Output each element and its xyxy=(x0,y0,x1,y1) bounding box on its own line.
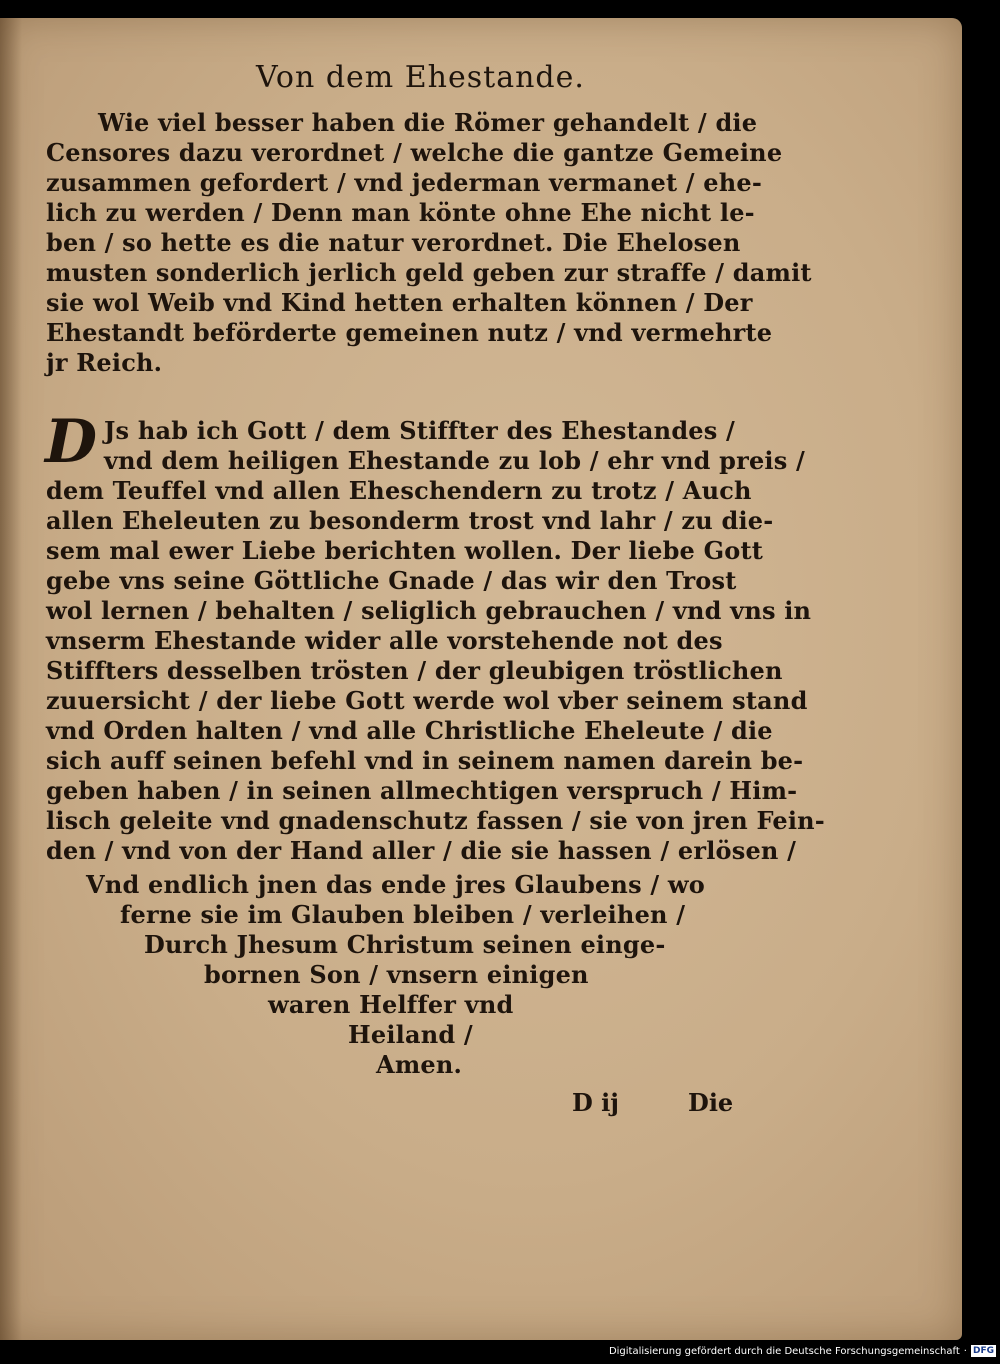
paragraph1-line: Censores dazu verordnet / welche die gantze Gemeine xyxy=(46,138,783,167)
closing-line: ferne sie im Glauben bleiben / verleihen / xyxy=(120,900,686,929)
paragraph1-line: zusammen gefordert / vnd jederman vermanet / ehe- xyxy=(46,168,763,197)
paragraph1-line: lich zu werden / Denn man könte ohne Ehe nicht le- xyxy=(46,198,755,227)
closing-line: waren Helffer vnd xyxy=(268,990,514,1019)
paragraph2-line: geben haben / in seinen allmechtigen verspruch / Him- xyxy=(46,776,798,805)
paragraph2-line: Stiffters desselben trösten / der gleubigen tröstlichen xyxy=(46,656,783,685)
closing-line: Durch Jhesum Christum seinen einge- xyxy=(144,930,666,959)
paragraph2-line: gebe vns seine Göttliche Gnade / das wir den Trost xyxy=(46,566,737,595)
paragraph2-line: sich auff seinen befehl vnd in seinem namen darein be- xyxy=(46,746,804,775)
closing-line: Heiland / xyxy=(348,1020,473,1049)
paragraph2-line: Js hab ich Gott / dem Stiffter des Ehestandes / xyxy=(104,416,735,445)
paragraph2-line: vnserm Ehestande wider alle vorstehende not des xyxy=(46,626,723,655)
paragraph2-line: lisch geleite vnd gnadenschutz fassen / sie von jren Fein- xyxy=(46,806,825,835)
paragraph1-line: Wie viel besser haben die Römer gehandelt / die xyxy=(98,108,758,137)
running-head: Von dem Ehestande. xyxy=(256,60,585,95)
paragraph1-line: musten sonderlich jerlich geld geben zur straffe / damit xyxy=(46,258,812,287)
paragraph1-line: ben / so hette es die natur verordnet. Die Ehelosen xyxy=(46,228,741,257)
paragraph2-line: vnd dem heiligen Ehestande zu lob / ehr vnd preis / xyxy=(104,446,805,475)
closing-line: bornen Son / vnsern einigen xyxy=(204,960,589,989)
page-text xyxy=(0,18,962,1340)
paragraph2-line: sem mal ewer Liebe berichten wollen. Der liebe Gott xyxy=(46,536,764,565)
paragraph1-line: jr Reich. xyxy=(46,348,163,377)
book-page xyxy=(0,18,962,1340)
closing-line: Amen. xyxy=(376,1050,463,1079)
paragraph2-line: dem Teuffel vnd allen Eheschendern zu trotz / Auch xyxy=(46,476,752,505)
signature-mark: D ij xyxy=(572,1088,619,1117)
dfg-logo-icon: DFG xyxy=(972,1346,994,1356)
initial-letter: D xyxy=(44,407,98,477)
catchword: Die xyxy=(688,1088,734,1117)
credit-text: Digitalisierung gefördert durch die Deutsche Forschungsgemeinschaft xyxy=(608,1345,960,1357)
paragraph1-line: Ehestandt beförderte gemeinen nutz / vnd vermehrte xyxy=(46,318,773,347)
paragraph2-line: den / vnd von der Hand aller / die sie hassen / erlösen / xyxy=(46,836,797,865)
paragraph1-line: sie wol Weib vnd Kind hetten erhalten können / Der xyxy=(46,288,753,317)
paragraph2-line: wol lernen / behalten / seliglich gebrauchen / vnd vns in xyxy=(46,596,812,625)
credit-separator: · xyxy=(963,1345,967,1357)
paragraph2-line: allen Eheleuten zu besonderm trost vnd lahr / zu die- xyxy=(46,506,774,535)
paragraph2-line: zuuersicht / der liebe Gott werde wol vber seinem stand xyxy=(46,686,808,715)
closing-line: Vnd endlich jnen das ende jres Glaubens / wo xyxy=(86,870,705,899)
paragraph2-line: vnd Orden halten / vnd alle Christliche Eheleute / die xyxy=(46,716,773,745)
digitization-credit xyxy=(609,1342,996,1360)
